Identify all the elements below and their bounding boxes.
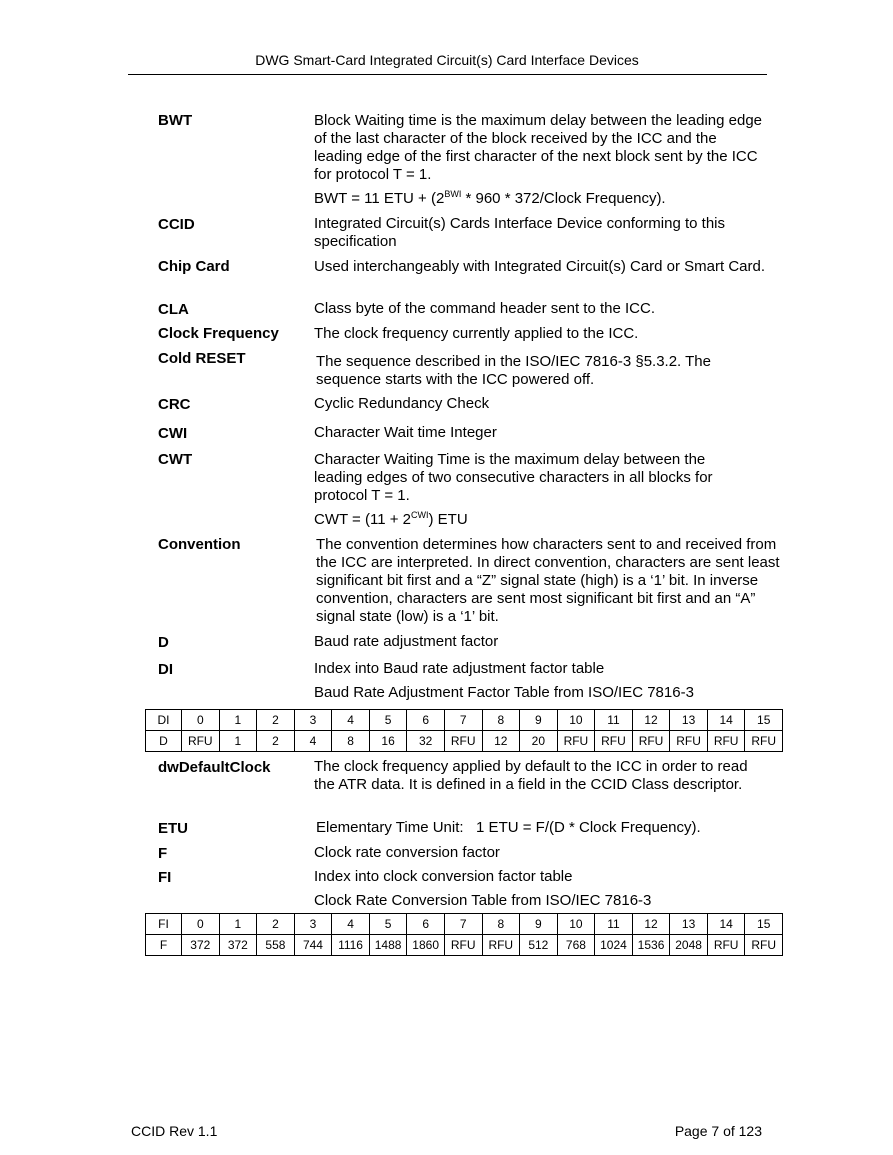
table-cell: 12: [632, 914, 670, 935]
formula-cwt: CWT = $(11 + 2^{CWI})$ ETU: [314, 510, 468, 528]
table-cell: 11: [595, 710, 633, 731]
term-clock-frequency: Clock Frequency: [158, 325, 279, 342]
table-cell: RFU: [482, 935, 520, 956]
def-crc: Cyclic Redundancy Check: [314, 395, 490, 412]
table-cell: 5: [369, 914, 407, 935]
term-crc: CRC: [158, 396, 191, 413]
table-cell: 744: [294, 935, 332, 956]
table-cell: 558: [257, 935, 295, 956]
footer-page-number: Page 7 of 123: [674, 1123, 762, 1139]
table-cell: 9: [520, 710, 558, 731]
term-dw-default-clock: dwDefaultClock: [158, 759, 271, 776]
def-d: Baud rate adjustment factor: [314, 633, 499, 650]
footer-revision: CCID Rev 1.1: [131, 1123, 218, 1139]
term-f: F: [158, 845, 168, 862]
table-cell: 2048: [670, 935, 708, 956]
table-cell: 0: [182, 710, 220, 731]
table-cell: 2: [257, 914, 295, 935]
baud-factor-row: [146, 731, 783, 752]
table-cell: RFU: [557, 731, 595, 752]
table-cell: 1024: [595, 935, 633, 956]
baud-table-caption: Baud Rate Adjustment Factor Table from ISO/IEC 7816-3: [314, 684, 694, 701]
term-cold-reset: Cold RESET: [158, 350, 246, 367]
table-cell: 32: [407, 731, 445, 752]
table-cell: 6: [407, 914, 445, 935]
term-chip-card: Chip Card: [158, 258, 230, 275]
table-cell: RFU: [632, 731, 670, 752]
table-cell: 1536: [632, 935, 670, 956]
def-convention: The convention determines how characters sent to and received from the ICC are interpreted. In direct convention, characters are sent least significant bit first and a “Z” signal state (high) is a ‘1’ bit. In inverse convention, characters are sent most significant bit first and an “A” signal state (low) is a ‘1’ bit.: [316, 536, 780, 625]
table-cell: 14: [707, 914, 745, 935]
table-cell: FI: [146, 914, 182, 935]
table-cell: F: [146, 935, 182, 956]
table-cell: RFU: [745, 935, 783, 956]
table-cell: 16: [369, 731, 407, 752]
def-fi: Index into clock conversion factor table: [314, 868, 573, 885]
table-cell: 1: [219, 731, 257, 752]
table-cell: 7: [444, 710, 482, 731]
table-cell: RFU: [745, 731, 783, 752]
table-cell: RFU: [444, 731, 482, 752]
table-cell: D: [146, 731, 182, 752]
table-cell: 14: [707, 710, 745, 731]
table-cell: 9: [520, 914, 558, 935]
table-cell: 5: [369, 710, 407, 731]
def-dw-default-clock: The clock frequency applied by default to the ICC in order to read the ATR data. It is defined in a field in the CCID Class descriptor.: [314, 758, 748, 793]
term-d: D: [158, 634, 169, 651]
table-cell: 0: [182, 914, 220, 935]
def-etu: Elementary Time Unit: 1 ETU = F/(D * Clock Frequency).: [316, 819, 701, 836]
page-header: DWG Smart-Card Integrated Circuit(s) Card Interface Devices: [255, 52, 639, 68]
def-di: Index into Baud rate adjustment factor table: [314, 660, 605, 677]
term-cla: CLA: [158, 301, 189, 318]
table-cell: 8: [482, 710, 520, 731]
def-ccid: Integrated Circuit(s) Cards Interface Device conforming to this specification: [314, 215, 725, 250]
baud-rate-table: [145, 709, 783, 752]
formula-bwt: BWT = 11 ETU + ($2^{BWI} * 960$ * 372/Clock Frequency).: [314, 189, 666, 207]
term-etu: ETU: [158, 820, 188, 837]
table-cell: RFU: [444, 935, 482, 956]
table-cell: RFU: [670, 731, 708, 752]
table-cell: 2: [257, 710, 295, 731]
table-cell: 13: [670, 914, 708, 935]
baud-index-row: [146, 710, 783, 731]
def-bwt: Block Waiting time is the maximum delay between the leading edge of the last character of the block received by the ICC and the leading edge of the first character of the next block sent by the ICC for protocol T = 1.: [314, 112, 763, 183]
def-clock-frequency: The clock frequency currently applied to the ICC.: [314, 325, 639, 342]
table-cell: 7: [444, 914, 482, 935]
table-cell: 20: [520, 731, 558, 752]
table-cell: RFU: [595, 731, 633, 752]
table-cell: 12: [482, 731, 520, 752]
table-cell: 1116: [332, 935, 370, 956]
table-cell: 10: [557, 914, 595, 935]
table-cell: 4: [332, 914, 370, 935]
table-cell: 11: [595, 914, 633, 935]
table-cell: 15: [745, 710, 783, 731]
term-convention: Convention: [158, 536, 241, 553]
table-cell: DI: [146, 710, 182, 731]
table-cell: 13: [670, 710, 708, 731]
table-cell: 768: [557, 935, 595, 956]
table-cell: RFU: [182, 731, 220, 752]
table-cell: RFU: [707, 731, 745, 752]
clock-index-row: [146, 914, 783, 935]
table-cell: 1860: [407, 935, 445, 956]
table-cell: 15: [745, 914, 783, 935]
table-cell: 2: [257, 731, 295, 752]
term-bwt: BWT: [158, 112, 193, 129]
def-cla: Class byte of the command header sent to the ICC.: [314, 300, 656, 317]
table-cell: 12: [632, 710, 670, 731]
clock-table-caption: Clock Rate Conversion Table from ISO/IEC 7816-3: [314, 892, 652, 909]
table-cell: 4: [294, 731, 332, 752]
table-cell: 512: [520, 935, 558, 956]
term-fi: FI: [158, 869, 172, 886]
def-cwt: Character Waiting Time is the maximum delay between the leading edges of two consecutive characters in all blocks for protocol T = 1.: [314, 451, 713, 504]
table-cell: 372: [182, 935, 220, 956]
def-f: Clock rate conversion factor: [314, 844, 500, 861]
table-cell: RFU: [707, 935, 745, 956]
def-cold-reset: The sequence described in the ISO/IEC 7816-3 §5.3.2. The sequence starts with the ICC powered off.: [316, 353, 711, 388]
term-di: DI: [158, 661, 173, 678]
clock-rate-table: [145, 913, 783, 956]
term-cwi: CWI: [158, 425, 188, 442]
table-cell: 1488: [369, 935, 407, 956]
table-cell: 4: [332, 710, 370, 731]
term-ccid: CCID: [158, 216, 195, 233]
term-cwt: CWT: [158, 451, 193, 468]
table-cell: 1: [219, 914, 257, 935]
def-chip-card: Used interchangeably with Integrated Circuit(s) Card or Smart Card.: [314, 258, 766, 275]
clock-factor-row: [146, 935, 783, 956]
table-cell: 10: [557, 710, 595, 731]
header-divider: [128, 74, 767, 75]
table-cell: 1: [219, 710, 257, 731]
def-cwi: Character Wait time Integer: [314, 424, 497, 441]
table-cell: 3: [294, 914, 332, 935]
table-cell: 6: [407, 710, 445, 731]
table-cell: 372: [219, 935, 257, 956]
table-cell: 8: [332, 731, 370, 752]
table-cell: 8: [482, 914, 520, 935]
table-cell: 3: [294, 710, 332, 731]
